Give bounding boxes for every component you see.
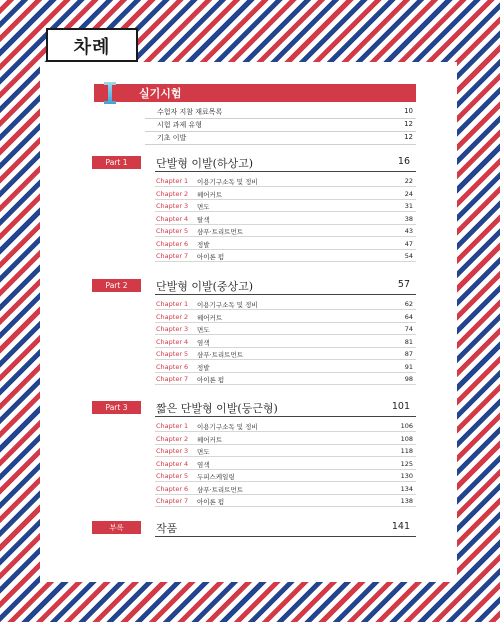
chapter-row [155, 470, 416, 482]
part-underline [155, 294, 416, 295]
chapter-row [155, 213, 416, 225]
chapter-row [155, 238, 416, 250]
chapter-label: 아이론 펌 [197, 376, 225, 384]
chapter-row [155, 483, 416, 495]
chapter-page: 24 [404, 189, 413, 198]
toc-row [145, 106, 416, 118]
chapter-number: Chapter 5 [156, 472, 189, 480]
chapter-row [155, 373, 416, 385]
chapter-number: Chapter 3 [156, 447, 189, 455]
chapter-row [155, 420, 416, 432]
part-page: 57 [397, 279, 410, 290]
chapter-page: 54 [404, 252, 413, 260]
section-title: 실기시험 [139, 87, 182, 100]
chapter-page: 138 [400, 497, 413, 505]
title-box [46, 28, 138, 62]
chapter-page: 43 [404, 227, 413, 235]
chapter-label: 헤어커트 [197, 435, 223, 444]
chapter-page: 22 [404, 177, 413, 185]
chapter-row [155, 311, 416, 323]
chapter-label: 헤어커트 [197, 190, 223, 199]
chapter-row [155, 188, 416, 200]
chapter-label: 염색 [197, 338, 210, 347]
chapter-row [155, 433, 416, 445]
chapter-number: Chapter 5 [156, 350, 189, 358]
part-tag: Part 1 [92, 156, 141, 169]
part-underline [155, 416, 416, 417]
chapter-label: 정발 [197, 240, 210, 249]
chapter-row [155, 336, 416, 348]
chapter-number: Chapter 2 [156, 189, 189, 198]
chapter-page: 81 [404, 337, 413, 346]
chapter-label: 샴푸·트리트먼트 [197, 351, 244, 359]
chapter-page: 130 [400, 472, 413, 480]
part-title: 짧은 단발형 이발(둥근형) [156, 402, 278, 415]
toc-row-page: 12 [404, 120, 413, 128]
chapter-number: Chapter 2 [156, 434, 189, 443]
chapter-page: 91 [404, 362, 413, 371]
part-page: 16 [397, 156, 410, 167]
chapter-row [155, 458, 416, 470]
toc-row-page: 10 [404, 107, 413, 115]
row-divider [155, 261, 416, 262]
chapter-label: 탈색 [197, 215, 210, 224]
chapter-number: Chapter 4 [156, 337, 189, 346]
chapter-number: Chapter 6 [156, 484, 189, 493]
chapter-page: 98 [404, 375, 413, 383]
chapter-page: 62 [404, 300, 413, 308]
row-divider [155, 384, 416, 385]
toc-row-page: 12 [404, 133, 413, 141]
part-page: 101 [391, 401, 410, 412]
chapter-number: Chapter 7 [156, 497, 189, 505]
chapter-row [155, 495, 416, 507]
chapter-label: 면도 [197, 326, 210, 334]
part-tag: 부록 [92, 521, 141, 534]
chapter-page: 87 [404, 350, 413, 358]
part-page: 141 [391, 521, 410, 532]
chapter-label: 헤어커트 [197, 313, 223, 322]
chapter-row [155, 445, 416, 457]
chapter-row [155, 250, 416, 262]
roman-numeral-mark [94, 80, 124, 106]
chapter-page: 47 [404, 239, 413, 248]
part-title: 단발형 이발(중상고) [156, 280, 254, 293]
chapter-number: Chapter 4 [156, 214, 189, 223]
chapter-page: 74 [404, 325, 413, 333]
chapter-label: 이용기구소독 및 정비 [197, 423, 258, 431]
part-tag: Part 3 [92, 401, 141, 414]
chapter-label: 이용기구소독 및 정비 [197, 178, 258, 186]
chapter-label: 면도 [197, 203, 210, 211]
chapter-number: Chapter 1 [156, 300, 189, 308]
chapter-row [155, 175, 416, 187]
chapter-number: Chapter 2 [156, 312, 189, 321]
chapter-label: 정발 [197, 363, 210, 372]
chapter-row [155, 298, 416, 310]
chapter-number: Chapter 7 [156, 252, 189, 260]
chapter-label: 염색 [197, 460, 210, 469]
chapter-number: Chapter 1 [156, 177, 189, 185]
toc-row [145, 132, 416, 144]
part-title: 작품 [156, 522, 178, 535]
chapter-number: Chapter 1 [156, 422, 189, 430]
row-divider [155, 506, 416, 507]
chapter-page: 108 [400, 434, 413, 443]
chapter-label: 면도 [197, 448, 210, 456]
chapter-page: 106 [400, 422, 413, 430]
toc-row [145, 119, 416, 131]
chapter-row [155, 361, 416, 373]
chapter-page: 64 [404, 312, 413, 321]
chapter-label: 샴푸·트리트먼트 [197, 485, 244, 494]
chapter-page: 38 [404, 214, 413, 223]
chapter-label: 아이론 펌 [197, 253, 225, 261]
chapter-number: Chapter 6 [156, 362, 189, 371]
chapter-row [155, 225, 416, 237]
page-title: 차례 [73, 37, 111, 58]
row-divider [145, 144, 416, 145]
chapter-label: 아이론 펌 [197, 498, 225, 506]
chapter-row [155, 200, 416, 212]
chapter-number: Chapter 7 [156, 375, 189, 383]
toc-row-label: 기초 이발 [157, 134, 187, 142]
chapter-number: Chapter 5 [156, 227, 189, 235]
part-tag: Part 2 [92, 279, 141, 292]
chapter-label: 두피스케일링 [197, 473, 235, 481]
part-title: 단발형 이발(하상고) [156, 157, 254, 170]
chapter-page: 125 [400, 459, 413, 468]
chapter-page: 118 [400, 447, 413, 455]
part-underline [155, 171, 416, 172]
chapter-number: Chapter 3 [156, 325, 189, 333]
chapter-label: 샴푸·트리트먼트 [197, 228, 244, 236]
part-underline [155, 536, 416, 537]
chapter-page: 134 [400, 484, 413, 493]
chapter-label: 이용기구소독 및 정비 [197, 301, 258, 309]
chapter-number: Chapter 6 [156, 239, 189, 248]
toc-row-label: 수험자 지참 재료목록 [157, 108, 223, 116]
chapter-number: Chapter 3 [156, 202, 189, 210]
chapter-row [155, 348, 416, 360]
toc-row-label: 시험 과제 유형 [157, 121, 203, 129]
chapter-row [155, 323, 416, 335]
chapter-page: 31 [404, 202, 413, 210]
chapter-number: Chapter 4 [156, 459, 189, 468]
